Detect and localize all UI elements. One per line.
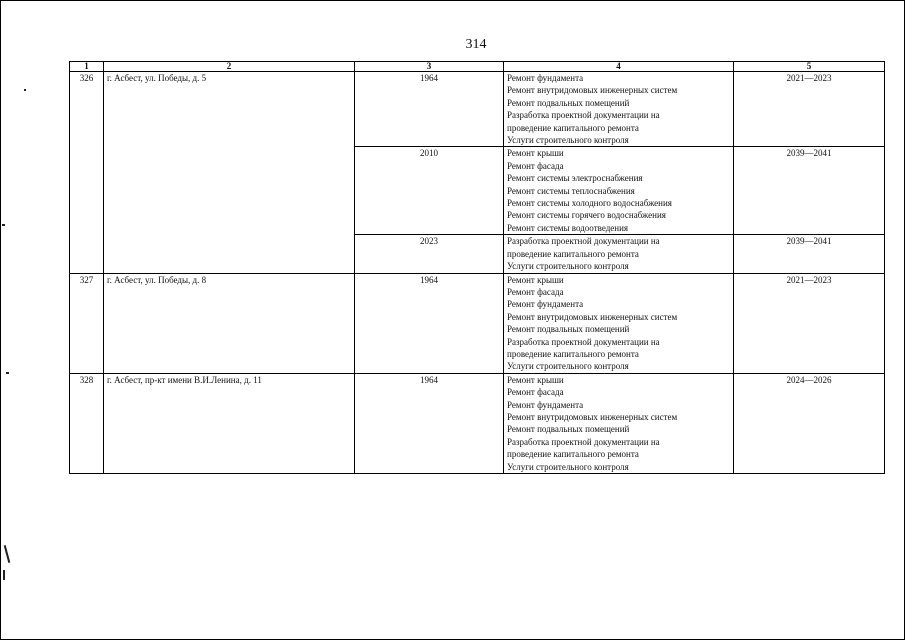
work-item: Ремонт системы электроснабжения: [507, 173, 643, 184]
year-cell: 1964: [355, 373, 504, 473]
work-item: Ремонт подвальных помещений: [507, 97, 630, 108]
work-item: Ремонт фасада: [507, 387, 564, 398]
work-item: проведение капитального ремонта: [507, 449, 639, 460]
work-item: Ремонт внутридомовых инженерных систем: [507, 311, 678, 322]
header-col-4: 4: [504, 62, 734, 72]
work-item: проведение капитального ремонта: [507, 248, 639, 259]
work-item: Ремонт фундамента: [507, 299, 584, 310]
work-item: Ремонт подвальных помещений: [507, 424, 630, 435]
work-item: Ремонт внутридомовых инженерных систем: [507, 411, 678, 422]
period-cell: 2024—2026: [734, 373, 885, 473]
works-cell: [504, 273, 734, 373]
row-number: 328: [70, 373, 104, 473]
scan-mark: [6, 372, 9, 374]
work-item: Услуги строительного контроля: [507, 361, 629, 372]
row-number: 327: [70, 273, 104, 373]
period-cell: 2039—2041: [734, 235, 885, 273]
table-header-row: [70, 62, 885, 72]
work-item: Ремонт системы горячего водоснабжения: [507, 210, 666, 221]
row-number: 326: [70, 72, 104, 274]
work-item: Ремонт внутридомовых инженерных систем: [507, 85, 678, 96]
work-item: Разработка проектной документации на: [507, 110, 660, 121]
year-cell: 1964: [355, 273, 504, 373]
works-cell: [504, 235, 734, 273]
work-item: Ремонт фундамента: [507, 73, 584, 83]
header-col-1: 1: [70, 62, 104, 72]
scan-mark: [3, 570, 5, 580]
work-item: Ремонт фасада: [507, 160, 564, 171]
work-item: Ремонт крыши: [507, 374, 564, 385]
year-cell: 2010: [355, 147, 504, 235]
work-item: Услуги строительного контроля: [507, 135, 629, 146]
header-col-3: 3: [355, 62, 504, 72]
year-cell: 2023: [355, 235, 504, 273]
period-cell: 2021—2023: [734, 72, 885, 147]
table-row: [70, 72, 885, 147]
work-item: проведение капитального ремонта: [507, 348, 639, 359]
work-item: Разработка проектной документации на: [507, 436, 660, 447]
work-item: Ремонт фундамента: [507, 399, 584, 410]
building-address: г. Асбест, пр-кт имени В.И.Ленина, д. 11: [104, 373, 355, 473]
capital-repair-table: [69, 61, 885, 474]
works-cell: [504, 147, 734, 235]
work-item: Разработка проектной документации на: [507, 236, 660, 247]
header-col-5: 5: [734, 62, 885, 72]
work-item: Ремонт крыши: [507, 274, 564, 285]
work-item: Ремонт подвальных помещений: [507, 324, 630, 335]
work-item: Ремонт крыши: [507, 148, 564, 159]
works-cell: [504, 72, 734, 147]
table-body: [70, 72, 885, 474]
work-item: Ремонт системы водоотведения: [507, 222, 629, 233]
year-cell: 1964: [355, 72, 504, 147]
work-item: Ремонт фасада: [507, 286, 564, 297]
table-row: [70, 373, 885, 473]
scan-mark: [2, 224, 5, 226]
work-item: Услуги строительного контроля: [507, 261, 629, 272]
work-item: Услуги строительного контроля: [507, 461, 629, 472]
building-address: г. Асбест, ул. Победы, д. 8: [104, 273, 355, 373]
period-cell: 2021—2023: [734, 273, 885, 373]
page-number: 314: [465, 37, 487, 52]
period-cell: 2039—2041: [734, 147, 885, 235]
scan-mark: [24, 89, 26, 91]
table-row: [70, 273, 885, 373]
work-item: Ремонт системы теплоснабжения: [507, 185, 635, 196]
work-item: Разработка проектной документации на: [507, 336, 660, 347]
work-item: проведение капитального ремонта: [507, 122, 639, 133]
header-col-2: 2: [104, 62, 355, 72]
works-cell: [504, 373, 734, 473]
work-item: Ремонт системы холодного водоснабжения: [507, 198, 672, 209]
building-address: г. Асбест, ул. Победы, д. 5: [104, 72, 355, 274]
